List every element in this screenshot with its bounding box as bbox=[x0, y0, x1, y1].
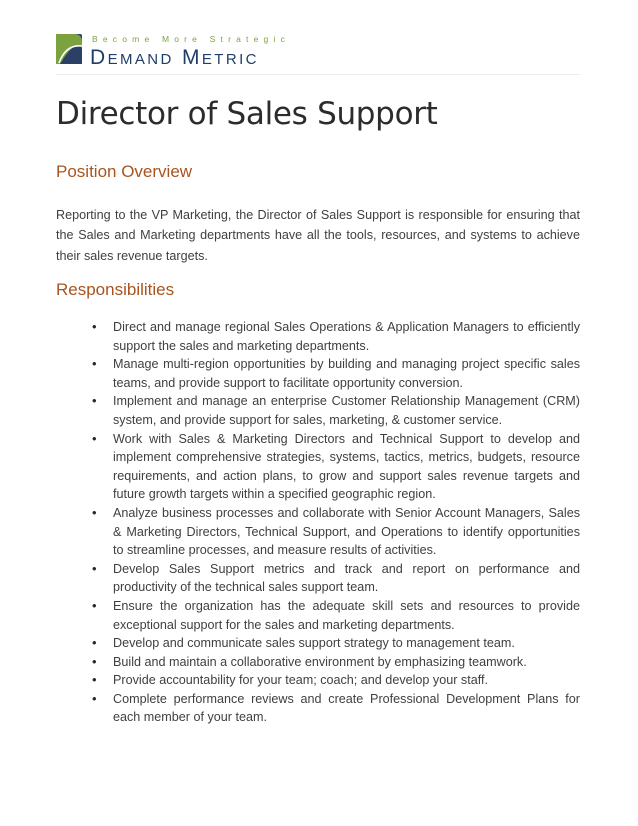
list-item-text: Direct and manage regional Sales Operations & Application Managers to efficiently support the sales and marketing departments. bbox=[113, 320, 580, 353]
bullet-icon: • bbox=[92, 504, 97, 520]
bullet-icon: • bbox=[92, 560, 97, 576]
list-item bbox=[56, 355, 580, 392]
responsibilities-list bbox=[56, 318, 580, 727]
list-item-text: Build and maintain a collaborative environment by emphasizing teamwork. bbox=[113, 654, 527, 669]
position-overview-heading: Position Overview bbox=[56, 162, 193, 181]
list-item-text: Ensure the organization has the adequate skill sets and resources to provide exceptional support for the sales and marketing departments. bbox=[113, 598, 580, 632]
list-item bbox=[56, 318, 580, 355]
list-item bbox=[56, 504, 580, 560]
demand-metric-logo-icon bbox=[56, 34, 82, 64]
bullet-icon: • bbox=[92, 393, 97, 409]
bullet-icon: • bbox=[92, 319, 97, 334]
list-item-text: Manage multi-region opportunities by building and managing project specific sales teams, and provide support to facilitate opportunity conversion. bbox=[113, 357, 580, 390]
bullet-icon: • bbox=[92, 597, 97, 613]
list-item-text: Develop and communicate sales support strategy to management team. bbox=[113, 636, 515, 651]
list-item bbox=[56, 560, 580, 597]
list-item bbox=[56, 634, 580, 653]
list-item bbox=[56, 653, 580, 672]
header-divider bbox=[56, 74, 580, 75]
bullet-icon: • bbox=[92, 672, 97, 688]
logo-wordmark bbox=[90, 46, 290, 70]
list-item bbox=[56, 430, 580, 504]
list-item-text: Analyze business processes and collaborate with Senior Account Managers, Sales & Marketing Directors, Technical Support, and Operations to identify opportunities to streamline processes, and measure results of activities. bbox=[113, 505, 580, 558]
logo-wordmark-text: Demand Metric bbox=[90, 46, 259, 69]
page-title: Director of Sales Support bbox=[56, 96, 438, 132]
list-item bbox=[56, 597, 580, 634]
bullet-icon: • bbox=[92, 635, 97, 651]
list-item bbox=[56, 671, 580, 690]
list-item bbox=[56, 690, 580, 727]
demand-metric-logo bbox=[56, 34, 290, 70]
list-item-text: Complete performance reviews and create Professional Development Plans for each member of your team. bbox=[113, 691, 580, 725]
bullet-icon: • bbox=[92, 690, 97, 706]
logo-tagline: Become More Strategic bbox=[92, 34, 291, 44]
list-item-text: Provide accountability for your team; coach; and develop your staff. bbox=[113, 673, 488, 688]
position-overview-text: Reporting to the VP Marketing, the Director of Sales Support is responsible for ensuring that the Sales and Marketing departments have all the tools, resources, and systems to achieve their sales revenue targets. bbox=[56, 208, 580, 263]
list-item-text: Work with Sales & Marketing Directors and Technical Support to develop and implement comprehensive strategies, systems, tactics, metrics, budgets, resource requirements, and action plans, to grow and support sales revenue targets and future growth targets within a specified geographic region. bbox=[113, 431, 580, 502]
list-item-text: Implement and manage an enterprise Customer Relationship Management (CRM) system, and provide support for sales, marketing, & customer service. bbox=[113, 394, 580, 427]
bullet-icon: • bbox=[92, 430, 97, 446]
bullet-icon: • bbox=[92, 356, 97, 372]
list-item bbox=[56, 392, 580, 429]
bullet-icon: • bbox=[92, 653, 97, 669]
responsibilities-heading: Responsibilities bbox=[56, 280, 175, 299]
list-item-text: Develop Sales Support metrics and track and report on performance and productivity of the technical sales support team. bbox=[113, 561, 580, 595]
